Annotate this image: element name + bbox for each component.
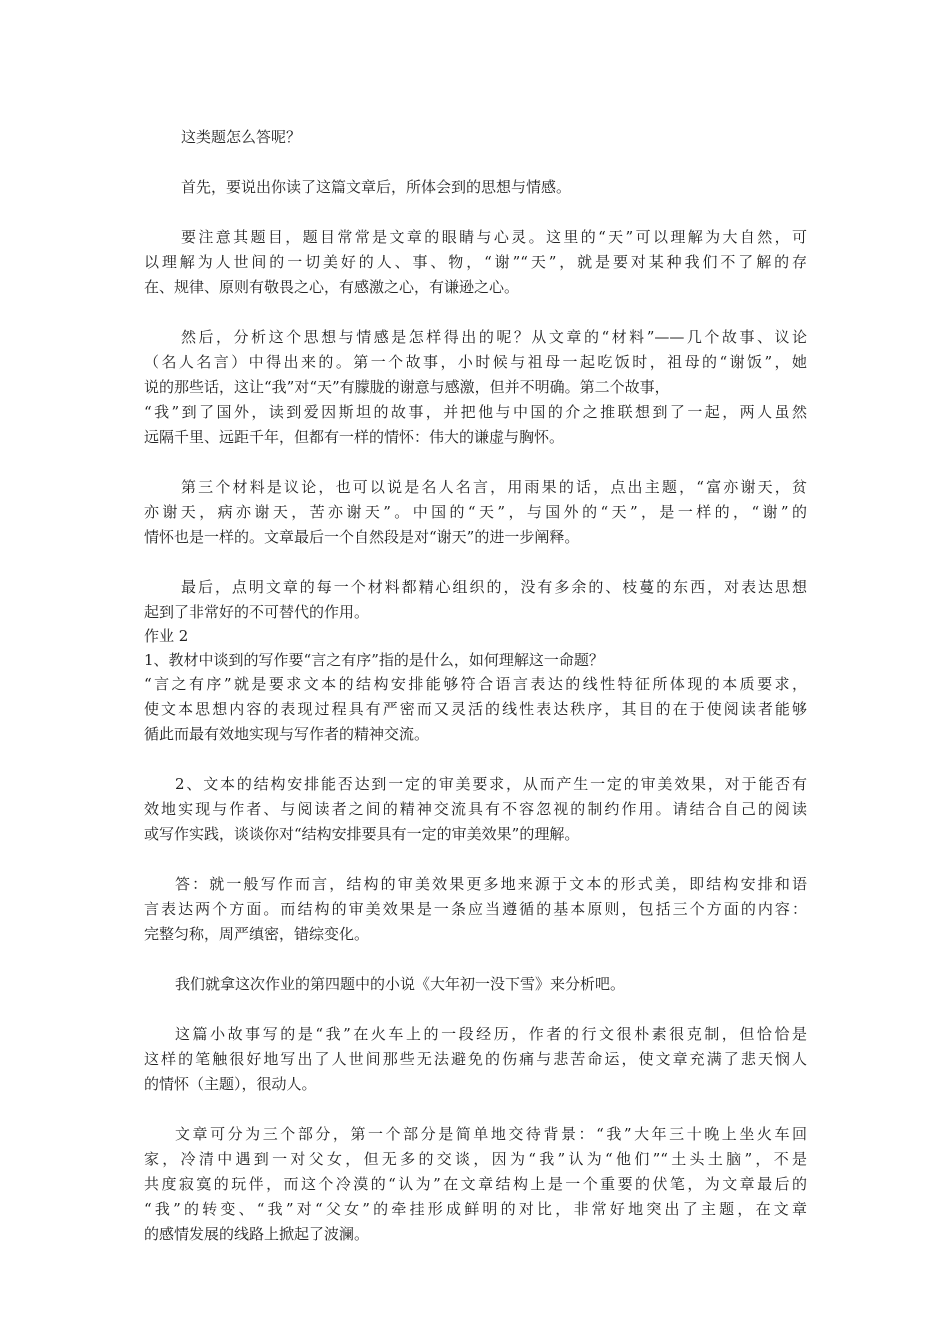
text-line: 第三个材料是议论，也可以说是名人名言，用雨果的话，点出主题，“富亦谢天，贫 [181,478,807,496]
text-line: 这篇小故事写的是“我”在火车上的一段经历，作者的行文很朴素很克制，但恰恰是 [175,1025,807,1043]
text-line: 共度寂寞的玩伴，而这个冷漠的“认为”在文章结构上是一个重要的伏笔，为文章最后的 [144,1175,807,1193]
text-line: 远隔千里、远距千年，但都有一样的情怀：伟大的谦虚与胸怀。 [144,428,565,446]
text-line: 我们就拿这次作业的第四题中的小说《大年初一没下雪》来分析吧。 [175,975,626,993]
text-line: 完整匀称，周严缜密，错综变化。 [144,925,370,943]
text-line: 效地实现与作者、与阅读者之间的精神交流具有不容忽视的制约作用。请结合自己的阅读 [144,800,807,818]
text-line: 情怀也是一样的。文章最后一个自然段是对“谢天”的进一步阐释。 [144,528,580,546]
text-line: 循此而最有效地实现与写作者的精神交流。 [144,725,430,743]
text-line: 说的那些话，这让“我”对“天”有朦胧的谢意与感激，但并不明确。第二个故事， [144,378,670,396]
text-line: 亦谢天，病亦谢天，苦亦谢天”。中国的“天”，与国外的“天”，是一样的，“谢”的 [144,503,807,521]
text-line: “我”的转变、“我”对“父女”的牵挂形成鲜明的对比，非常好地突出了主题，在文章 [144,1200,807,1218]
question-text: 1、教材中谈到的写作要“言之有序”指的是什么，如何理解这一命题？ [144,651,604,669]
text-line: 言表达两个方面。而结构的审美效果是一条应当遵循的基本原则，包括三个方面的内容： [144,900,807,918]
text-line: 这样的笔触很好地写出了人世间那些无法避免的伤痛与悲苦命运，使文章充满了悲天悯人 [144,1050,807,1068]
text-line: 要注意其题目，题目常常是文章的眼睛与心灵。这里的“天”可以理解为大自然，可 [181,228,807,246]
question-text: 2、文本的结构安排能否达到一定的审美要求，从而产生一定的审美效果，对于能否有 [175,775,807,793]
text-line: 家，冷清中遇到一对父女，但无多的交谈，因为“我”认为“他们”“土头土脑”，不是 [144,1150,807,1168]
text-line: 首先，要说出你读了这篇文章后，所体会到的思想与情感。 [181,178,572,196]
text-line: 以理解为人世间的一切美好的人、事、物，“谢”“天”，就是要对某种我们不了解的存 [144,253,807,271]
text-line: “言之有序”就是要求文本的结构安排能够符合语言表达的线性特征所体现的本质要求， [144,675,807,693]
text-line: 或写作实践，谈谈你对“结构安排要具有一定的审美效果”的理解。 [144,825,580,843]
text-line: （名人名言）中得出来的。第一个故事，小时候与祖母一起吃饭时，祖母的“谢饭”，她 [144,353,807,371]
text-line: 文章可分为三个部分，第一个部分是简单地交待背景：“我”大年三十晚上坐火车回 [175,1125,807,1143]
text-line: 答：就一般写作而言，结构的审美效果更多地来源于文本的形式美，即结构安排和语 [175,875,807,893]
text-line: 使文本思想内容的表现过程具有严密而又灵活的线性表达秩序，其目的在于使阅读者能够 [144,700,807,718]
text-line: 的情怀（主题），很动人。 [144,1075,317,1093]
text-line: 然后，分析这个思想与情感是怎样得出的呢？从文章的“材料”——几个故事、议论 [181,328,807,346]
text-line: 起到了非常好的不可替代的作用。 [144,603,370,621]
section-heading: 作业 2 [144,627,189,645]
text-line: 在、规律、原则有敬畏之心，有感激之心，有谦逊之心。 [144,278,520,296]
text-line: 的感情发展的线路上掀起了波澜。 [144,1225,370,1243]
text-line: “我”到了国外，读到爱因斯坦的故事，并把他与中国的介之推联想到了一起，两人虽然 [144,403,807,421]
text-line: 最后，点明文章的每一个材料都精心组织的，没有多余的、枝蔓的东西，对表达思想 [181,578,807,596]
text-line: 这类题怎么答呢？ [181,128,302,146]
